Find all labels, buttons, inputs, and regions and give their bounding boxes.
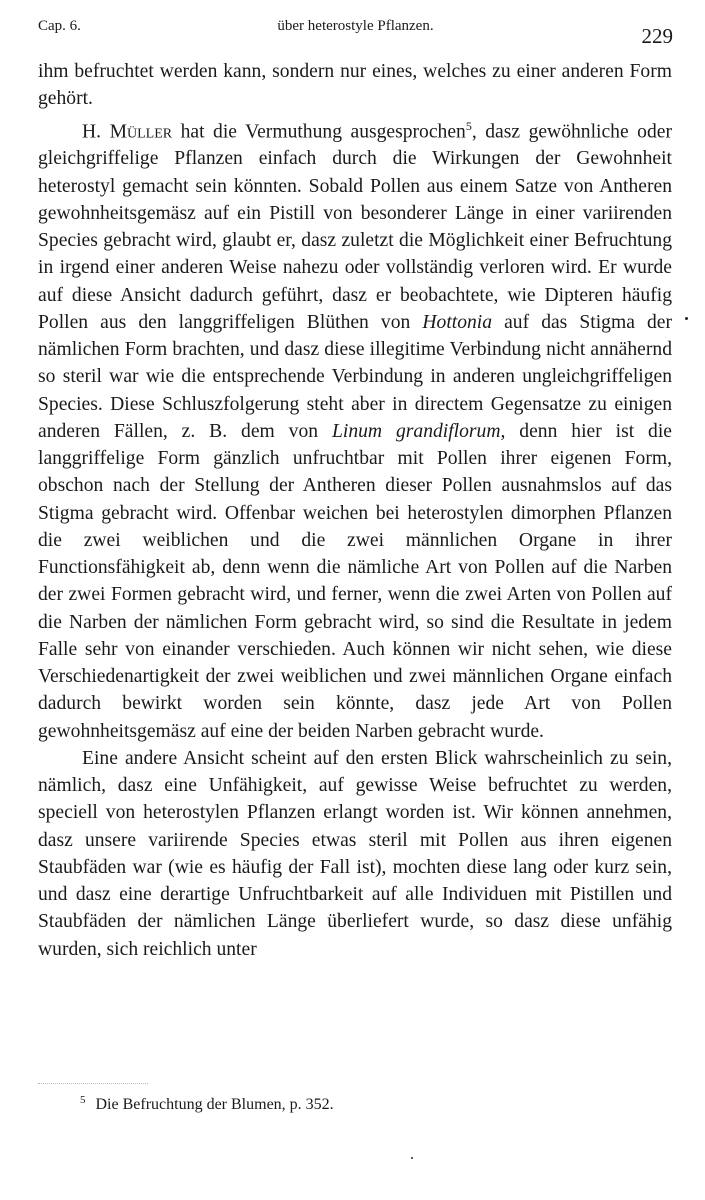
paragraph — [38, 113, 672, 745]
text-run: Eine andere Ansicht scheint auf den ersten Blick wahrscheinlich zu sein, nämlich, dasz eine Unfähigkeit, auf gewisse Weise befruchtet zu werden, speciell von heterostylen Pflanzen erlangt worden ist. Wir können annehmen, dasz unsere variirende Species etwas steril mit Pollen aus ihren eigenen Staubfäden war (wie es häufig der Fall ist), mochten diese lang oder kurz sein, und dasz eine derartige Unfruchtbarkeit auf alle Individuen mit Pistillen und Staubfäden der nämlichen Länge überliefert wurde, so dasz diese unfähig wurden, sich reichlich unter — [38, 747, 672, 960]
running-title: über heterostyle Pflanzen. — [277, 18, 434, 34]
footnote-reference: 5 — [465, 118, 472, 133]
text-run: H. — [82, 121, 110, 143]
author-name: Müller — [109, 121, 173, 143]
footnote-rule — [38, 1083, 148, 1085]
running-head — [38, 14, 673, 48]
footnote — [80, 1094, 334, 1114]
paragraph — [38, 745, 672, 963]
body-text — [38, 58, 672, 963]
print-speck — [685, 317, 688, 320]
page-number: 229 — [641, 24, 673, 48]
chapter-label: Cap. 6. — [38, 18, 81, 34]
print-speck — [411, 1157, 413, 1159]
italic-term: Linum grandiflorum, — [331, 420, 506, 442]
text-run: , dasz gewöhnliche oder gleichgriffelige Pflanzen einfach durch die Wirkungen der Gewohnheit heterostyl gemacht sein könnten. Sobald Pollen aus einem Satze von Antheren gewohnheitsgemäsz auf ein Pistill von besonderer Länge in einer variirenden Species gebracht wird, glaubt er, dasz zuletzt die Möglichkeit einer Befruchtung in irgend einer anderen Weise nahezu oder vollständig verloren wird. Er wurde auf diese Ansicht dadurch geführt, dasz er beobachtete, wie Dipteren häufig Pollen aus den langgriffeligen Blüthen von — [38, 121, 672, 333]
footnote-text: Die Befruchtung der Blumen, p. 352. — [95, 1096, 334, 1114]
footnote-marker: 5 — [80, 1094, 86, 1106]
text-run: auf das Stigma der nämlichen Form brachten, und dasz diese illegitime Verbindung nicht annähernd so steril war wie die entsprechende Verbindung in anderen ungleichgriffeligen Species. Diese Schluszfolgerung steht aber in directem Gegensatze zu einigen anderen Fällen, z. B. dem von — [38, 311, 672, 442]
text-run: hat die Vermuthung ausgesprochen — [172, 121, 466, 143]
paragraph — [38, 58, 672, 113]
italic-term: Hottonia — [422, 311, 493, 333]
text-run: denn hier ist die langgriffelige Form gänzlich unfruchtbar mit Pollen ihrer eigenen Form, obschon nach der Stellung der Antheren dieser Pollen ausnahmslos auf das Stigma gebracht wird. Offenbar weichen bei heterostylen dimorphen Pflanzen die zwei weiblichen und die zwei männlichen Organe in ihrer Functionsfähigkeit ab, denn wenn die nämliche Art von Pollen auf die Narben der zwei Formen gebracht wird, und ferner, wenn die zwei Arten von Pollen auf die Narben der nämlichen Form gebracht wird, so sind die Resultate in jedem Falle sehr von einander verschieden. Auch können wir nicht sehen, wie diese Verschiedenartigkeit der zwei weiblichen und zwei männlichen Organe einfach dadurch bewirkt worden sein könnte, dasz jede Art von Pollen gewohnheitsgemäsz auf eine der beiden Narben gebracht wurde. — [38, 420, 672, 742]
text-run: ihm befruchtet werden kann, sondern nur eines, welches zu einer anderen Form gehört. — [38, 61, 672, 110]
